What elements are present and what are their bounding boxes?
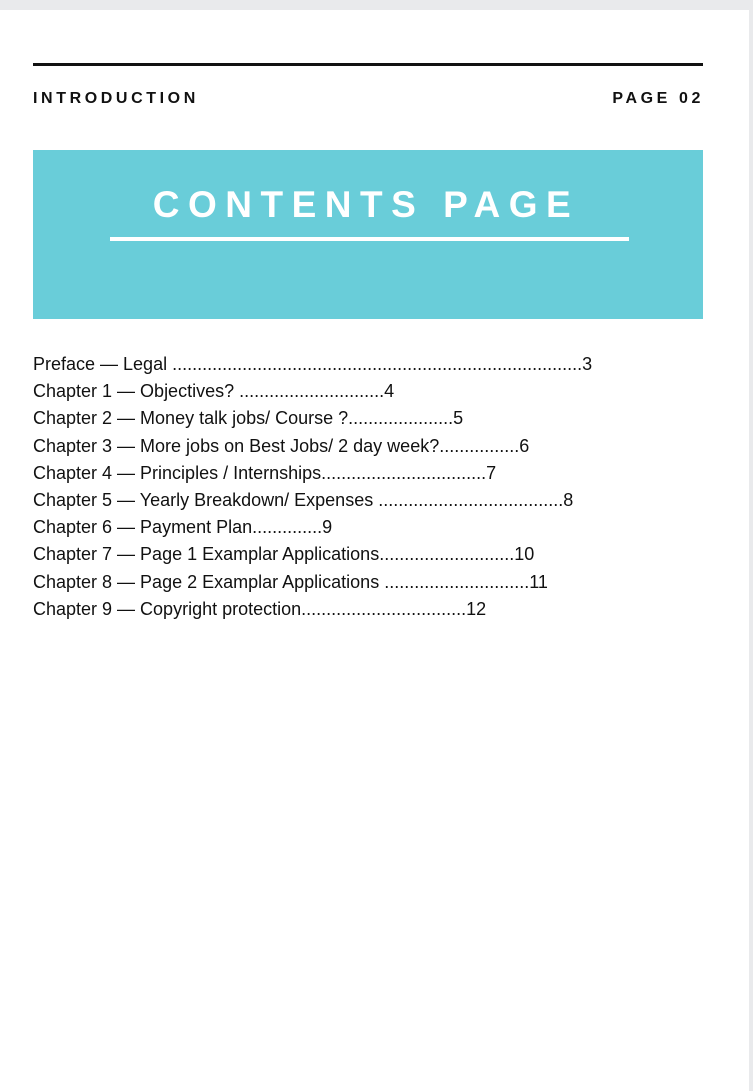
toc-entry-chapter-2: Chapter 2 — Money talk jobs/ Course ?.....................5 bbox=[33, 408, 464, 429]
toc-entry-chapter-6: Chapter 6 — Payment Plan..............9 bbox=[33, 517, 333, 538]
toc-entry-chapter-4: Chapter 4 — Principles / Internships.................................7 bbox=[33, 462, 497, 483]
header-rule bbox=[33, 63, 703, 66]
toc-entry-chapter-1: Chapter 1 — Objectives? .............................4 bbox=[33, 381, 395, 402]
table-of-contents bbox=[33, 351, 592, 623]
contents-banner bbox=[33, 150, 703, 319]
banner-underline bbox=[110, 237, 629, 241]
toc-entry-preface: Preface — Legal ..................................................................................3 bbox=[33, 354, 593, 374]
toc-entry-chapter-9: Chapter 9 — Copyright protection.................................12 bbox=[33, 598, 487, 619]
toc-entry-chapter-8: Chapter 8 — Page 2 Examplar Applications .............................11 bbox=[33, 571, 548, 592]
toc-entry-chapter-5: Chapter 5 — Yearly Breakdown/ Expenses .....................................8 bbox=[33, 490, 574, 511]
toc-entry-chapter-3: Chapter 3 — More jobs on Best Jobs/ 2 day week?................6 bbox=[33, 435, 530, 456]
document-page bbox=[0, 10, 749, 1091]
section-title: INTRODUCTION bbox=[33, 90, 199, 107]
banner-title: CONTENTS PAGE bbox=[152, 184, 580, 225]
page-number: PAGE 02 bbox=[612, 90, 704, 107]
toc-entry-chapter-7: Chapter 7 — Page 1 Examplar Applications...........................10 bbox=[33, 544, 535, 565]
